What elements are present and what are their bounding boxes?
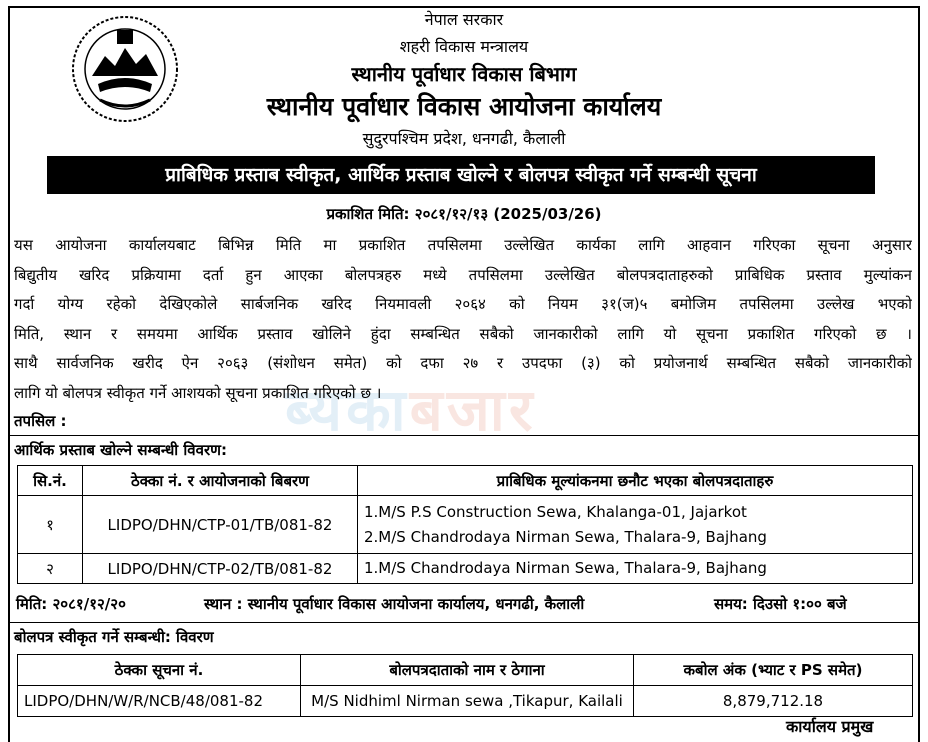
opening-date: मिति: २०८१/१२/२० bbox=[16, 595, 126, 613]
published-date: प्रकाशित मिति: २०८१/१२/१३ (2025/03/26) bbox=[326, 205, 602, 223]
bid-approval-table bbox=[17, 654, 913, 717]
header-department: स्थानीय पूर्वाधार विकास बिभाग bbox=[351, 62, 577, 86]
notice-title-banner: प्राबिधिक प्रस्ताब स्वीकृत, आर्थिक प्रस्ताब खोल्ने र बोलपत्र स्वीकृत गर्ने सम्बन्धी सूचना bbox=[47, 156, 875, 194]
divider bbox=[10, 435, 918, 436]
table-header-row bbox=[18, 655, 913, 686]
opening-time: समय: दिउसो १:०० बजे bbox=[714, 595, 847, 613]
row-bidders bbox=[358, 554, 913, 584]
header-government: नेपाल सरकार bbox=[424, 10, 504, 29]
paragraph-line: गर्दा योग्य रहेको देखिएकोले सार्बजनिक खरिद नियमावली २०६४ को नियम ३१(ज)५ बमोजिम तपसिलमा उल्लेख भएको bbox=[14, 295, 912, 313]
row-sn: १ bbox=[18, 496, 83, 554]
paragraph-line: लागि यो बोलपत्र स्वीकृत गर्ने आशयको सूचना प्रकाशित गरिएको छ । bbox=[14, 383, 382, 402]
office-chief-signature: कार्यालय प्रमुख bbox=[786, 717, 874, 736]
watermark-part1: ब्यका bbox=[285, 376, 410, 444]
row-bidder: M/S Nidhiml Nirman sewa ,Tikapur, Kailali bbox=[301, 686, 634, 717]
header-address: सुदुरपश्चिम प्रदेश, धनगढी, कैलाली bbox=[362, 129, 566, 148]
col-header-bidder: बोलपत्रदाताको नाम र ठेगाना bbox=[301, 655, 634, 686]
col-header-amount: कबोल अंक (भ्याट र PS समेत) bbox=[634, 655, 913, 686]
bidder-entry: 2.M/S Chandrodaya Nirman Sewa, Thalara-9, Bajhang bbox=[364, 527, 767, 546]
notice-paragraph bbox=[14, 231, 912, 408]
watermark-part2: बजार bbox=[409, 376, 537, 444]
bidder-entry: 1.M/S P.S Construction Sewa, Khalanga-01, Jajarkot bbox=[364, 502, 747, 521]
opening-place: स्थान : स्थानीय पूर्वाधार विकास आयोजना कार्यालय, धनगढी, कैलाली bbox=[204, 595, 585, 613]
col-header-sn: सि.नं. bbox=[18, 466, 83, 496]
paragraph-line: यस आयोजना कार्यालयबाट बिभिन्न मिति मा प्रकाशित तपसिलमा उल्लेखित कार्यका लागि आहवान गरिएका सूचना अनुसार bbox=[14, 236, 912, 254]
header-ministry: शहरी विकास मन्त्रालय bbox=[399, 37, 529, 56]
paragraph-line: साथै सार्वजनिक खरीद ऐन २०६३ (संशोधन समेत) को दफा २७ र उपदफा (३) को प्रयोजनार्थ सम्बन्धित सबैको जानकारीको bbox=[14, 354, 912, 372]
table-row bbox=[18, 686, 913, 717]
row-contract: LIDPO/DHN/CTP-01/TB/081-82 bbox=[83, 496, 358, 554]
header-office: स्थानीय पूर्वाधार विकास आयोजना कार्यालय bbox=[266, 92, 662, 121]
table-header-row bbox=[18, 466, 913, 496]
paragraph-line: मिति, स्थान र समयमा आर्थिक प्रस्ताव खोलिने हुंदा सम्बन्धित सबैको जानकारीको लागि यो सूचना प्रकाशित गरिएको छ । bbox=[14, 324, 912, 343]
row-bidders bbox=[358, 496, 913, 554]
col-header-contract: ठेक्का नं. र आयोजनाको बिबरण bbox=[83, 466, 358, 496]
paragraph-line: बिद्युतीय खरिद प्रक्रियामा दर्ता हुन आएका बोलपत्रहरु मध्ये तपसिलमा उल्लेखित बोलपत्रदाताहरुको प्राबिधिक प्रस्ताव मुल्यांकन bbox=[14, 265, 912, 284]
col-header-notice: ठेक्का सूचना नं. bbox=[18, 655, 301, 686]
col-header-bidders: प्राबिधिक मूल्यांकनमा छनौट भएका बोलपत्रदाताहरु bbox=[358, 466, 913, 496]
financial-section-label: आर्थिक प्रस्ताब खोल्ने सम्बन्धी विवरण: bbox=[14, 441, 227, 459]
bidder-entry: 1.M/S Chandrodaya Nirman Sewa, Thalara-9, Bajhang bbox=[364, 559, 767, 577]
row-notice: LIDPO/DHN/W/R/NCB/48/081-82 bbox=[18, 686, 301, 717]
divider bbox=[10, 622, 918, 623]
financial-proposal-table bbox=[17, 465, 913, 584]
approval-section-label: बोलपत्र स्वीकृत गर्ने सम्बन्धी: विवरण bbox=[14, 628, 214, 646]
row-contract: LIDPO/DHN/CTP-02/TB/081-82 bbox=[83, 554, 358, 584]
table-row bbox=[18, 554, 913, 584]
row-amount: 8,879,712.18 bbox=[634, 686, 913, 717]
row-sn: २ bbox=[18, 554, 83, 584]
tapasil-label: तपसिल : bbox=[14, 412, 67, 430]
table-row bbox=[18, 496, 913, 554]
